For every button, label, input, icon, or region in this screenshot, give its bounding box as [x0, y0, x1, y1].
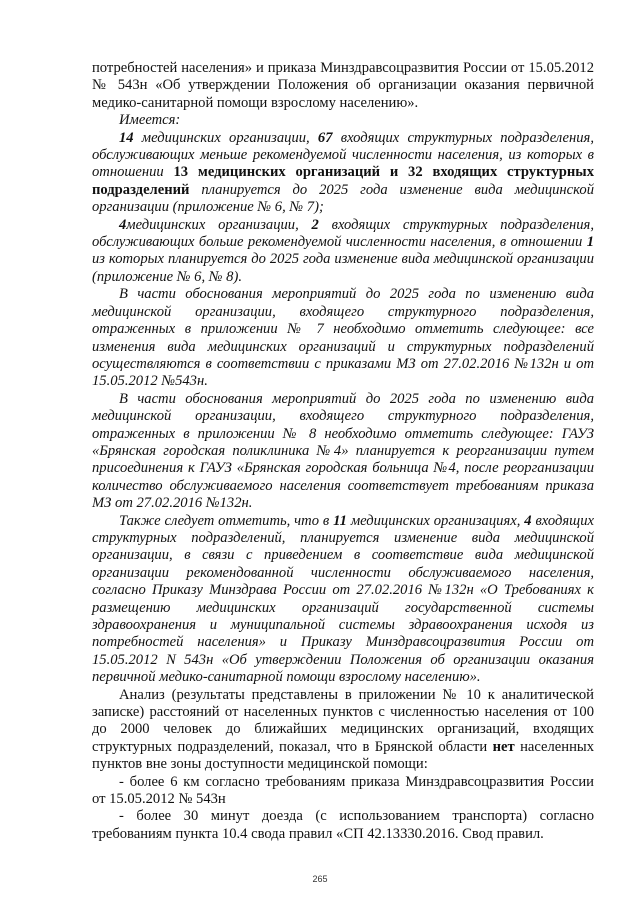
bold-fragment: нет [492, 738, 515, 755]
paragraph-0: потребностей населения» и приказа Минздравсоцразвития России от 15.05.2012 № 543н «Об утверждении Положения об организации оказания первичной медико-санитарной помощи взрослому населению». [92, 60, 594, 111]
text-fragment: медицинских организациях, [346, 512, 525, 529]
paragraph-under-served [92, 130, 594, 217]
count-subdivisions: 4 [524, 512, 532, 529]
text-fragment: входящих структурных подразделения, обслуживающих больше рекомендуемой численности населения, в отношении [92, 216, 594, 251]
count-organizations: 11 [333, 512, 347, 529]
count-planned: 1 [586, 234, 594, 251]
text-fragment: Анализ (результаты представлены в приложении № 10 к аналитической записке) расстояний от населенных пунктов с численностью населения от 100 до 2000 человек до ближайших медицинских организаций, входящих структурных подразделений, показал, что в Брянской области [92, 686, 594, 755]
text-fragment: медицинских организации, [133, 129, 318, 146]
list-item-travel-time: - более 30 минут доезда (с использованием транспорта) согласно требованиям пункта 10.4 свода правил «СП 42.13330.2016. Свод правил. [92, 808, 594, 842]
text-fragment: входящих структурных подразделений, планируется изменение вида медицинской организации, в связи с приведением в соответствие вида медицинской организации рекомендованной численности обслуживаемого населения, согласно Приказу Минздрава России от 27.02.2016 №132н «О Требованиях к размещению медицинских организаций государственной системы здравоохранения и муниципальной системы здравоохранения исходя из потребностей населения» и Приказу Минздравсоцразвития России от 15.05.2012 N 543н «Об утверждении Положения об организации оказания первичной медико-санитарной помощи взрослому населению». [92, 512, 594, 686]
text-fragment: Также следует отметить, что в [119, 512, 334, 529]
document-body [92, 60, 594, 843]
paragraph-appendix-7: В части обоснования мероприятий до 2025 года по изменению вида медицинской организации, входящего структурного подразделения, отраженных в приложении № 7 необходимо отметить следующее: все изменения вида медицинских организаций и структурных подразделений осуществляются в соответствии с приказами МЗ от 27.02.2016 №132н и от 15.05.2012 №543н. [92, 286, 594, 390]
count-subdivisions: 67 [317, 129, 333, 146]
paragraph-also-note [92, 513, 594, 687]
text-fragment: населенных пунктов вне зоны доступности медицинской помощи: [92, 738, 594, 773]
count-organizations: 14 [119, 129, 134, 146]
paragraph-available-heading: Имеется: [119, 112, 181, 129]
text-fragment: планируется до 2025 года изменение вида медицинской организации (приложение № 6, № 7); [92, 181, 594, 216]
count-organizations: 4 [119, 216, 127, 233]
paragraph-analysis [92, 687, 594, 774]
list-item-distance: - более 6 км согласно требованиям приказа Минздравсоцразвития России от 15.05.2012 № 543н [92, 773, 594, 808]
bold-fragment: 13 медицинских организаций и 32 входящих структурных подразделений [92, 164, 594, 198]
text-fragment: из которых планируется до 2025 года изменение вида медицинской организации (приложение № 6, № 8). [92, 251, 594, 285]
text-fragment: входящих структурных подразделения, обслуживающих меньше рекомендуемой численности населения, из которых в отношении [92, 129, 594, 181]
paragraph-appendix-8: В части обоснования мероприятий до 2025 года по изменению вида медицинской организации, входящего структурного подразделения, отраженных в приложении № 8 необходимо отметить следующее: ГАУЗ «Брянская городская поликлиника №4» планируется к реорганизации путем присоединения к ГАУЗ «Брянская городская больница №4, после реорганизации количество обслуживаемого населения соответствует требованиям приказа МЗ от 27.02.2016 №132н. [92, 390, 594, 512]
paragraph-over-served [92, 217, 594, 287]
page-number: 265 [312, 874, 328, 884]
count-subdivisions: 2 [311, 216, 319, 233]
text-fragment: медицинских организации, [126, 216, 312, 233]
